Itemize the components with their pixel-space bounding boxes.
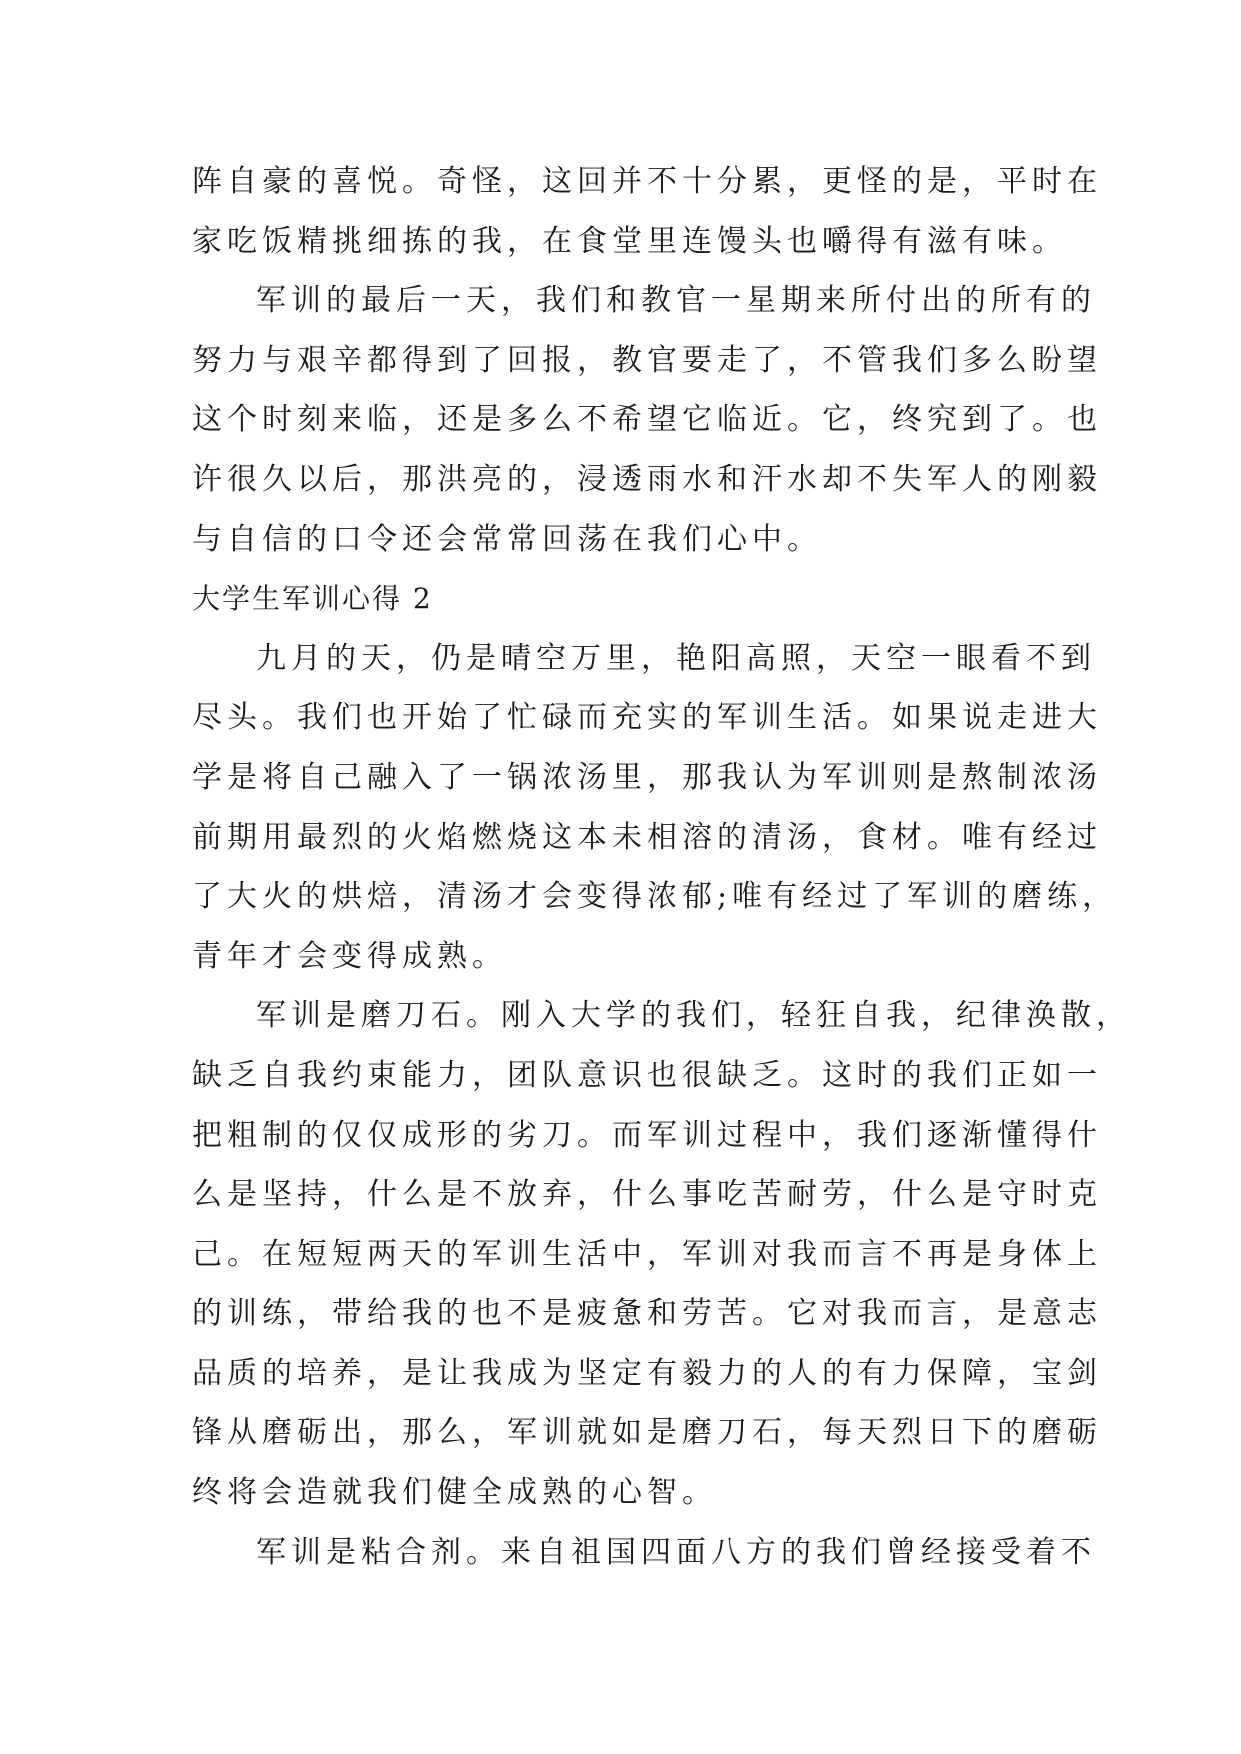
paragraph-start-line: 军训是粘合剂。来自祖国四面八方的我们曾经接受着不 — [256, 1534, 1096, 1570]
text-line: 锋从磨砺出，那么，军训就如是磨刀石，每天烈日下的磨砺 — [192, 1415, 1102, 1451]
text-line: 家吃饭精挑细拣的我，在食堂里连馒头也嚼得有滋有味。 — [192, 223, 1067, 259]
document-body — [192, 152, 1131, 1582]
text-line: 尽头。我们也开始了忙碌而充实的军训生活。如果说走进大 — [192, 700, 1102, 736]
paragraph-start-line: 九月的天，仍是晴空万里，艳阳高照，天空一眼看不到 — [256, 640, 1096, 676]
text-line: 这个时刻来临，还是多么不希望它临近。它，终究到了。也 — [192, 402, 1102, 438]
text-line: 努力与艰辛都得到了回报，教官要走了，不管我们多么盼望 — [192, 342, 1102, 378]
text-line: 品质的培养，是让我成为坚定有毅力的人的有力保障，宝剑 — [192, 1355, 1102, 1391]
text-line: 与自信的口令还会常常回荡在我们心中。 — [192, 521, 822, 557]
text-line: 青年才会变得成熟。 — [192, 938, 507, 974]
text-line: 阵自豪的喜悦。奇怪，这回并不十分累，更怪的是，平时在 — [192, 164, 1102, 199]
text-line: 学是将自己融入了一锅浓汤里，那我认为军训则是熬制浓汤 — [192, 759, 1102, 795]
text-line: 的训练，带给我的也不是疲惫和劳苦。它对我而言，是意志 — [192, 1296, 1102, 1332]
text-line: 了大火的烘焙，清汤才会变得浓郁;唯有经过了军训的磨练， — [192, 879, 1118, 915]
text-line: 么是坚持，什么是不放弃，什么事吃苦耐劳，什么是守时克 — [192, 1177, 1102, 1213]
text-line: 己。在短短两天的军训生活中，军训对我而言不再是身体上 — [192, 1236, 1102, 1272]
text-line: 把粗制的仅仅成形的劣刀。而军训过程中，我们逐渐懂得什 — [192, 1117, 1102, 1153]
section-heading: 大学生军训心得 2 — [192, 582, 433, 616]
text-line: 前期用最烈的火焰燃烧这本未相溶的清汤，食材。唯有经过 — [192, 819, 1102, 855]
paragraph-start-line: 军训的最后一天，我们和教官一星期来所付出的所有的 — [256, 283, 1096, 319]
paragraph-start-line: 军训是磨刀石。刚入大学的我们，轻狂自我，纪律涣散， — [256, 998, 1131, 1034]
text-line: 终将会造就我们健全成熟的心智。 — [192, 1475, 717, 1511]
text-line: 缺乏自我约束能力，团队意识也很缺乏。这时的我们正如一 — [192, 1057, 1102, 1093]
text-line: 许很久以后，那洪亮的，浸透雨水和汗水却不失军人的刚毅 — [192, 461, 1102, 497]
